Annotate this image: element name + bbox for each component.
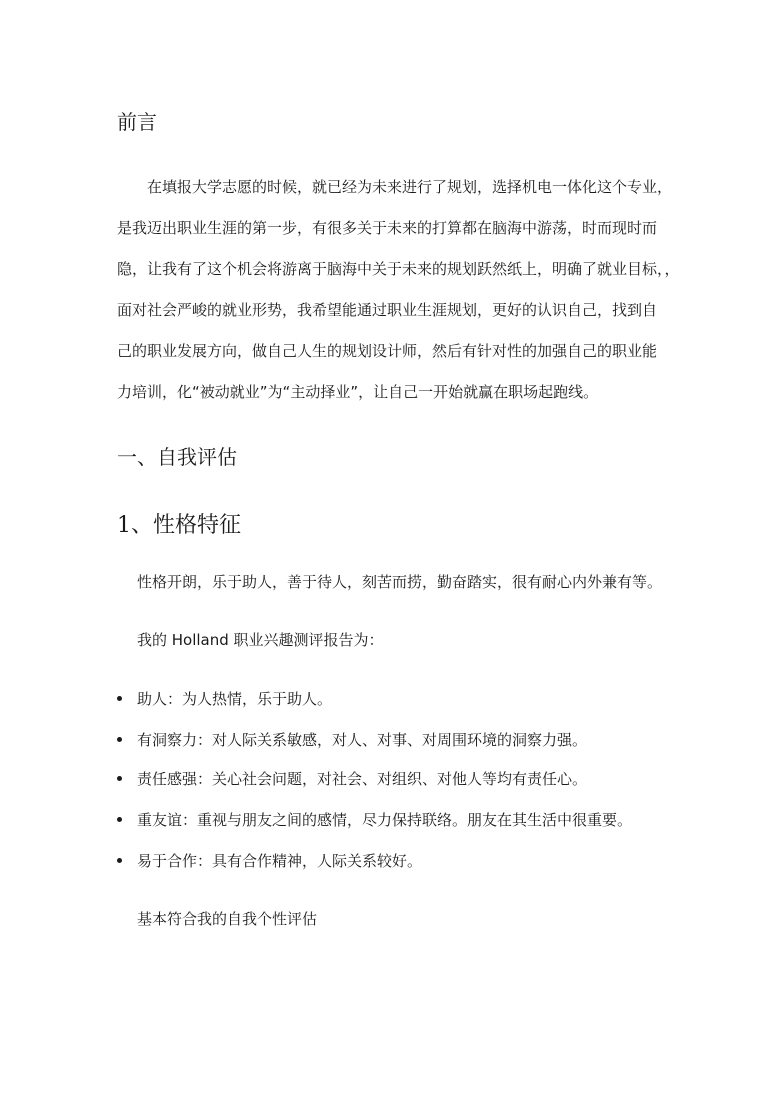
section-heading-self-assessment: 一、自我评估	[117, 445, 237, 469]
list-item-text: 有洞察力：对人际关系敏感，对人、对事、对周围环境的洞察力强。	[137, 731, 588, 749]
holland-intro: 我的 Holland 职业兴趣测评报告为：	[137, 631, 384, 649]
personality-summary: 性格开朗，乐于助人，善于待人，刻苦而捞，勤奋踏实，很有耐心内外兼有等。	[137, 573, 663, 591]
bullet-icon	[117, 858, 122, 863]
bullet-icon	[117, 776, 122, 781]
preface-line-6: 力培训，化“被动就业”为“主动择业”，让自己一开始就赢在职场起跑线。	[117, 383, 599, 401]
bullet-icon	[117, 817, 122, 822]
list-item-text: 重友谊：重视与朋友之间的感情，尽力保持联络。朋友在其生活中很重要。	[137, 811, 633, 829]
list-item-text: 助人：为人热情，乐于助人。	[137, 690, 333, 708]
preface-line-4: 面对社会严峻的就业形势，我希望能通过职业生涯规划，更好的认识自己，找到自	[117, 301, 658, 319]
bullet-icon	[117, 737, 122, 742]
preface-heading: 前言	[117, 110, 157, 134]
subsection-heading-personality: 1、性格特征	[117, 513, 241, 538]
personality-conclusion: 基本符合我的自我个性评估	[137, 910, 318, 928]
preface-line-3: 隐，让我有了这个机会将游离于脑海中关于未来的规划跃然纸上，明确了就业目标，，	[117, 260, 680, 278]
bullet-icon	[117, 696, 122, 701]
preface-line-1: 在填报大学志愿的时候，就已经为未来进行了规划，选择机电一体化这个专业，	[147, 178, 673, 196]
preface-line-2: 是我迈出职业生涯的第一步，有很多关于未来的打算都在脑海中游荡，时而现时而	[117, 219, 658, 237]
list-item-text: 易于合作：具有合作精神，人际关系较好。	[137, 852, 423, 870]
preface-line-5: 己的职业发展方向，做自己人生的规划设计师，然后有针对性的加强自己的职业能	[117, 342, 658, 360]
list-item-text: 责任感强：关心社会问题，对社会、对组织、对他人等均有责任心。	[137, 770, 588, 788]
